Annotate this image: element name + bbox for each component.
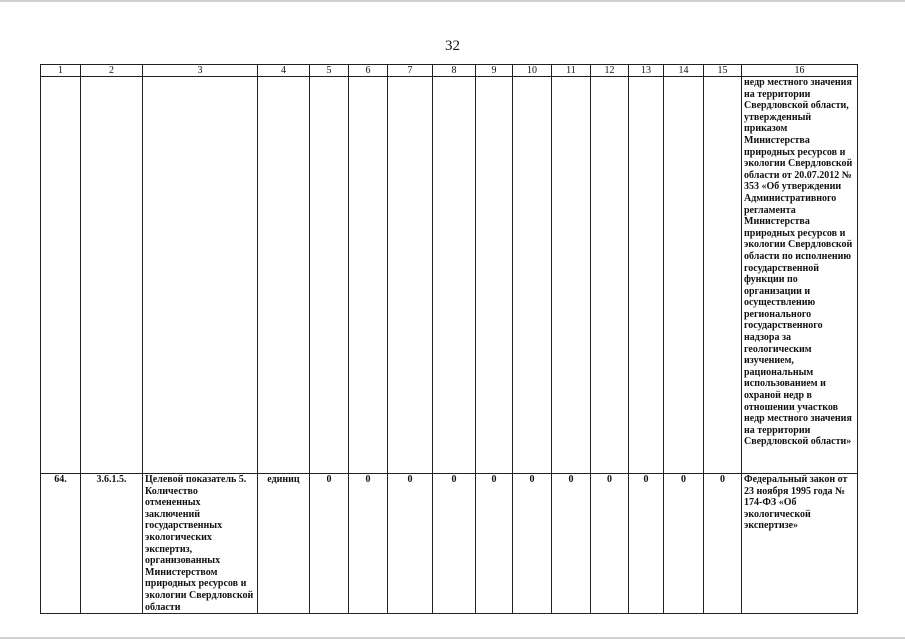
value-cell: 0 (552, 474, 591, 614)
table-cell (81, 77, 143, 474)
column-header: 4 (258, 65, 310, 77)
column-header: 6 (349, 65, 388, 77)
table-row-continued (41, 77, 858, 474)
table-cell (41, 77, 81, 474)
column-header: 2 (81, 65, 143, 77)
table-cell (433, 77, 476, 474)
table-cell (143, 77, 258, 474)
column-header: 15 (704, 65, 742, 77)
indicator-name: Целевой показатель 5. Количество отмененных заключений государственных экологических экспертиз, организованных Министерством природных ресурсов и экологии Свердловской области (143, 474, 258, 614)
value-cell: 0 (513, 474, 552, 614)
table-cell (388, 77, 433, 474)
value-cell: 0 (629, 474, 664, 614)
legal-basis-text-continued: недр местного значения на территории Свердловской области, утвержденный приказом Министерства природных ресурсов и экологии Свердловской области от 20.07.2012 № 353 «Об утверждении Административного регламента Министерства природных ресурсов и экологии Свердловской области по исполнению государственной функции по организации и осуществлению регионального государственного надзора за геологическим изучением, рациональным использованием и охраной недр в отношении участков недр местного значения на территории Свердловской области» (742, 77, 858, 474)
table-cell (591, 77, 629, 474)
column-header: 11 (552, 65, 591, 77)
column-header: 16 (742, 65, 858, 77)
page-number: 32 (445, 38, 460, 54)
table-cell (704, 77, 742, 474)
unit-of-measure: единиц (258, 474, 310, 614)
table-cell (513, 77, 552, 474)
table-cell (664, 77, 704, 474)
column-header: 13 (629, 65, 664, 77)
column-header: 1 (41, 65, 81, 77)
table-row-64 (41, 474, 858, 614)
value-cell: 0 (591, 474, 629, 614)
column-header: 14 (664, 65, 704, 77)
value-cell: 0 (664, 474, 704, 614)
column-header-row (41, 65, 858, 77)
table-cell (552, 77, 591, 474)
column-header: 5 (310, 65, 349, 77)
table-cell (349, 77, 388, 474)
table-cell (629, 77, 664, 474)
column-header: 12 (591, 65, 629, 77)
document-table (40, 64, 858, 614)
column-header: 9 (476, 65, 513, 77)
row-number: 64. (41, 474, 81, 614)
value-cell: 0 (349, 474, 388, 614)
column-header: 7 (388, 65, 433, 77)
value-cell: 0 (310, 474, 349, 614)
value-cell: 0 (476, 474, 513, 614)
table-cell (258, 77, 310, 474)
legal-basis-text: Федеральный закон от 23 ноября 1995 года № 174-ФЗ «Об экологической экспертизе» (742, 474, 858, 614)
table-cell (476, 77, 513, 474)
column-header: 3 (143, 65, 258, 77)
column-header: 10 (513, 65, 552, 77)
value-cell: 0 (433, 474, 476, 614)
scan-edge-top (0, 0, 905, 2)
value-cell: 0 (388, 474, 433, 614)
value-cell: 0 (704, 474, 742, 614)
scan-edge-bottom (0, 637, 905, 639)
indicator-code: 3.6.1.5. (81, 474, 143, 614)
column-header: 8 (433, 65, 476, 77)
table-cell (310, 77, 349, 474)
